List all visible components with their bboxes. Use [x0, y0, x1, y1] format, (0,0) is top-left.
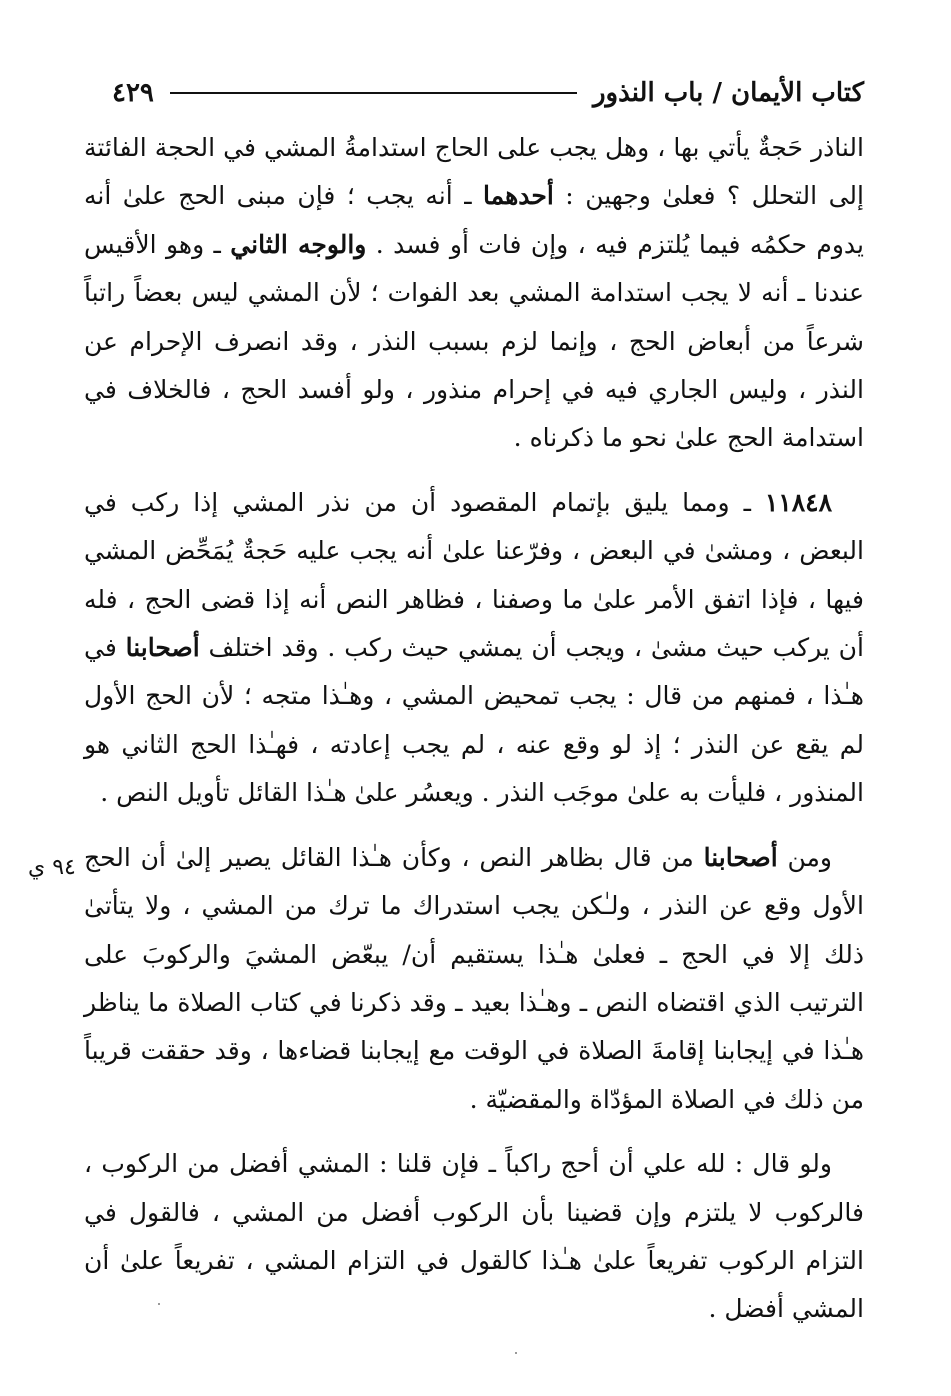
text-segment: ـ ومما يليق بإتمام المقصود أن من نذر المشي إذا ركب في البعض ، ومشىٰ في البعض ، وفرّعنا علىٰ أنه يجب عليه حَجةٌ يُمَحِّض المشي فيها ، فإذا اتفق الأمر علىٰ ما وصفنا ، فظاهر النص أنه إذا قضى الحج ، فله أن يركب حيث مشىٰ ، ويجب أن يمشي حيث ركب . وقد اختلف — [84, 487, 864, 663]
bold-term: أصحابنا — [125, 633, 200, 663]
text-segment: الناذر حَجةٌ يأتي بها ، وهل يجب على الحاج استدامةُ المشي في الحجة الفائتة إلى التحلل ؟ فعلىٰ وجهين : — [84, 133, 864, 211]
bold-term: والوجه الثاني — [230, 229, 367, 259]
bold-term: أحدهما — [483, 181, 554, 211]
page-number: ٤٢٩ — [112, 78, 154, 108]
paragraph — [84, 834, 864, 1124]
paragraph — [84, 1140, 864, 1334]
issue-number: ١١٨٤٨ — [764, 487, 832, 517]
bold-term: أصحابنا — [703, 842, 778, 872]
text-segment: ـ وهو الأقيس عندنا ـ أنه لا يجب استدامة المشي بعد الفوات ؛ لأن المشي ليس بعضاً راتباً شرعاً من أبعاض الحج ، وإنما لزم بسبب النذر ، وقد انصرف الإحرام عن النذر ، وليس الجاري فيه في إحرام منذور ، ولو أفسد الحج ، فالخلاف في استدامة الحج علىٰ نحو ما ذكرناه . — [84, 229, 864, 453]
header-rule — [170, 92, 577, 94]
text-segment: ومن — [777, 842, 832, 872]
speck — [515, 1352, 517, 1354]
speck — [158, 1303, 160, 1305]
margin-note: ٩٤ ي — [28, 855, 76, 880]
chapter-title: كتاب الأيمان / باب النذور — [592, 78, 864, 108]
text-segment: ولو قال : لله علي أن أحج راكباً ـ فإن قلنا : المشي أفضل من الركوب ، فالركوب لا يلتزم وإن قضينا بأن الركوب أفضل من المشي ، فالقول في التزام الركوب تفريعاً علىٰ هـٰذا كالقول في التزام المشي ، تفريعاً علىٰ أن المشي أفضل . — [84, 1149, 864, 1324]
paragraph — [84, 124, 864, 463]
paragraph — [84, 479, 864, 818]
running-header — [112, 70, 864, 116]
body-text — [84, 124, 864, 1334]
text-segment: ـ أنه يجب ؛ فإن مبنى الحج علىٰ أنه يدوم حكمُه فيما يُلتزم فيه ، وإن فات أو فسد . — [84, 181, 864, 259]
text-segment: من قال بظاهر النص ، وكأن هـٰذا القائل يصير إلىٰ أن الحج الأول وقع عن النذر ، ولـٰكن يجب استدراك ما ترك من المشي ، ولا يتأتىٰ ذلك إلا في الحج ـ فعلىٰ هـٰذا يستقيم أن/ يبعّض المشيَ والركوبَ على الترتيب الذي اقتضاه النص ـ وهـٰذا بعيد ـ وقد ذكرنا في كتاب الصلاة ما يناظر هـٰذا في إيجابنا إقامةَ الصلاة في الوقت مع إيجابنا قضاءها ، وقد حققت قريباً من ذلك في الصلاة المؤدّاة والمقضيّة . — [84, 842, 864, 1114]
text-segment: في هـٰذا ، فمنهم من قال : يجب تمحيض المشي ، وهـٰذا متجه ؛ لأن الحج الأول لم يقع عن النذر ؛ إذ لو وقع عنه ، لم يجب إعادته ، فهـٰذا الحج الثاني هو المنذور ، فليأت به علىٰ موجَب النذر . ويعسُر علىٰ هـٰذا القائل تأويل النص . — [84, 633, 864, 808]
